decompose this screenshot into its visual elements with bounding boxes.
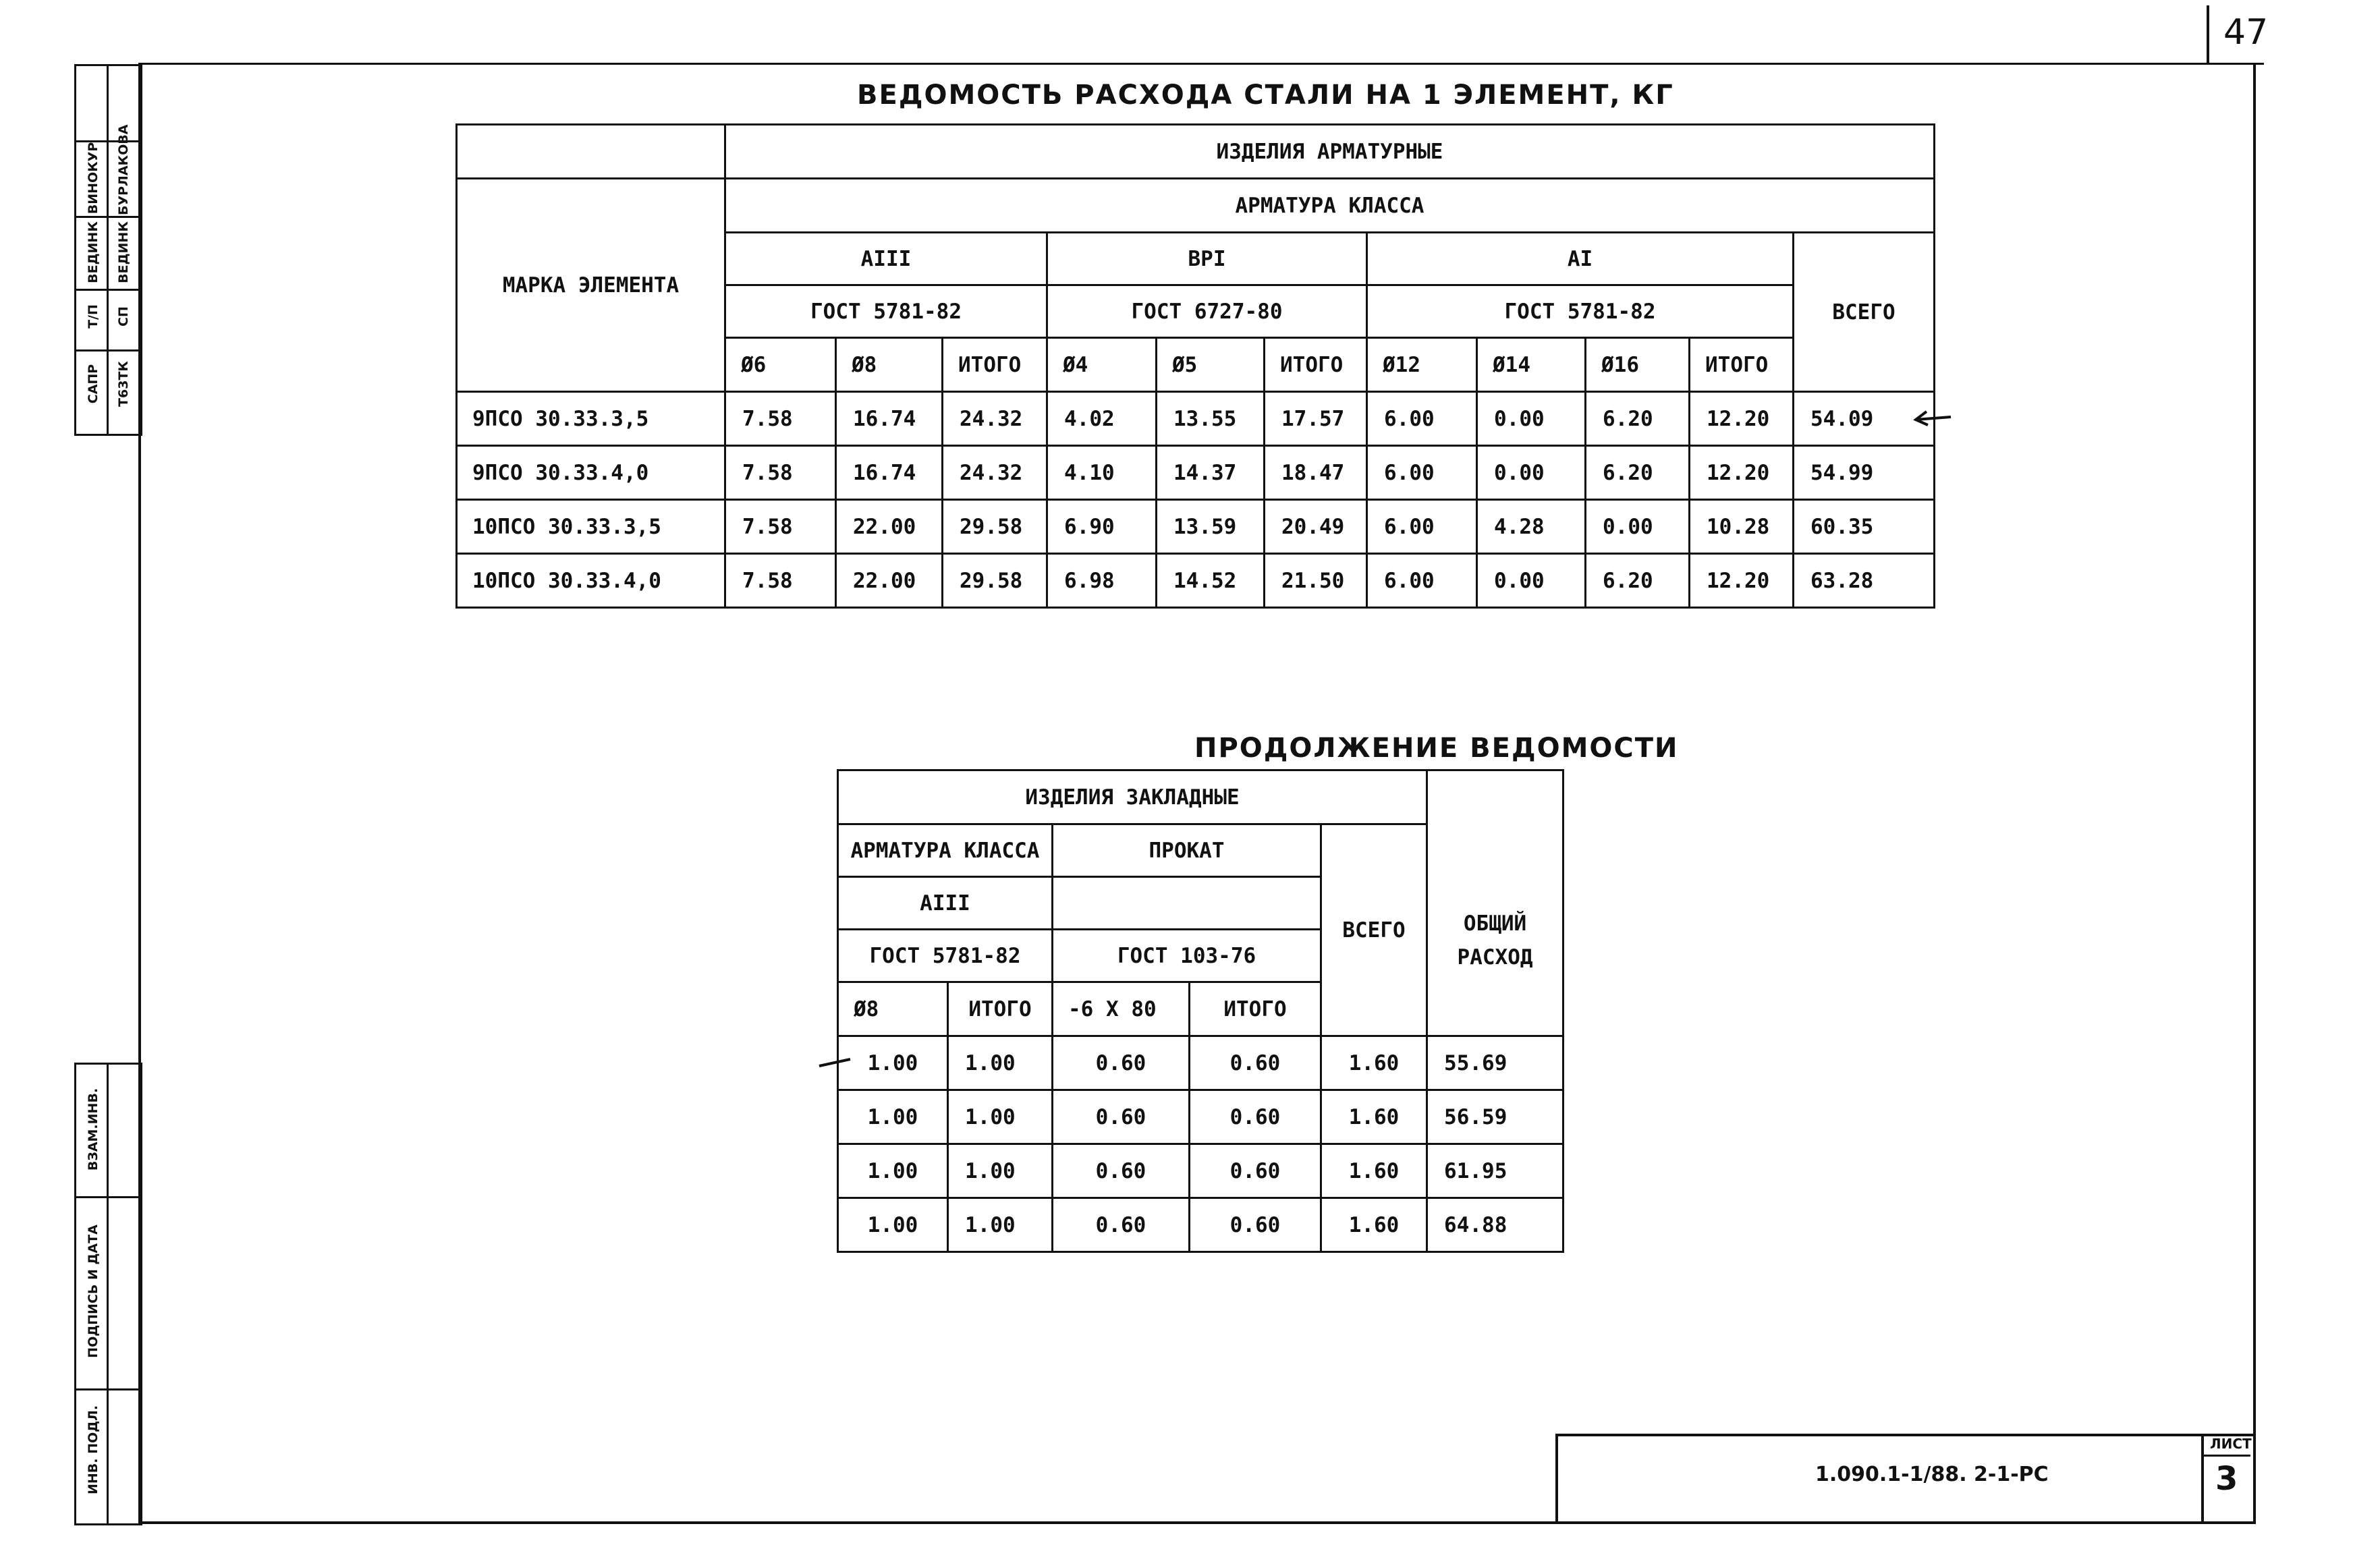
value-cell: 1.60 [1321,1144,1427,1198]
value-cell: 55.69 [1427,1036,1563,1090]
left-stamp-bottom [74,1063,142,1525]
table-row [838,1036,1563,1090]
steel-consumption-table [455,123,1935,609]
value-cell: 6.20 [1586,446,1690,500]
stamp-podpis-data: ПОДПИСЬ И ДАТА [86,1225,101,1358]
col-header: ИТОГО [1265,338,1367,392]
marka-cell: 9ПСО 30.33.4,0 [457,446,725,500]
value-cell: 0.60 [1053,1144,1190,1198]
value-cell: 13.55 [1157,392,1265,446]
header-obshiy: ОБЩИЙ [1463,911,1527,936]
col-header: ИТОГО [948,982,1053,1036]
continuation-table [837,769,1564,1253]
value-cell: 1.60 [1321,1036,1427,1090]
value-cell: 0.60 [1190,1198,1321,1252]
value-cell: 1.00 [948,1090,1053,1144]
value-cell: 0.00 [1477,392,1586,446]
value-cell: 54.99 [1794,446,1935,500]
check-arrow-mark [1913,405,1954,432]
sheet-label-line [2201,1455,2250,1457]
value-cell: 6.00 [1367,554,1477,608]
value-cell: 63.28 [1794,554,1935,608]
col-header: Ø8 [838,982,948,1036]
value-cell: 61.95 [1427,1144,1563,1198]
value-cell: 22.00 [836,554,943,608]
col-header: ИТОГО [943,338,1047,392]
page-number: 47 [2223,12,2269,53]
value-cell: 18.47 [1265,446,1367,500]
value-cell: 64.88 [1427,1198,1563,1252]
value-cell: 29.58 [943,500,1047,554]
header-vsego: ВСЕГО [1794,233,1935,392]
header-izdeliya-zakladnye: ИЗДЕЛИЯ ЗАКЛАДНЫЕ [838,770,1427,824]
sheet-number: 3 [2215,1460,2238,1498]
pencil-tick-mark [817,1052,857,1079]
header-class-bpi: BPI [1047,233,1367,285]
header-rashod: РАСХОД [1457,945,1533,969]
value-cell: 6.20 [1586,392,1690,446]
value-cell: 0.60 [1190,1036,1321,1090]
header-blank [457,125,725,179]
col-header: Ø8 [836,338,943,392]
value-cell: 12.20 [1690,554,1794,608]
col-header: Ø12 [1367,338,1477,392]
value-cell: 21.50 [1265,554,1367,608]
value-cell: 0.00 [1477,446,1586,500]
value-cell: 0.00 [1586,500,1690,554]
value-cell: 7.58 [725,446,836,500]
value-cell: 56.59 [1427,1090,1563,1144]
value-cell: 29.58 [943,554,1047,608]
header-armatura-klassa: АРМАТУРА КЛАССА [838,824,1053,877]
stamp-t63tk: Т63ТК [116,361,131,407]
value-cell: 6.20 [1586,554,1690,608]
value-cell: 1.60 [1321,1198,1427,1252]
stamp-vedinik-1: ВЕДИНК [86,221,101,283]
value-cell: 1.00 [948,1198,1053,1252]
value-cell: 7.58 [725,392,836,446]
header-gost-aiii: ГОСТ 5781-82 [725,285,1047,338]
value-cell: 20.49 [1265,500,1367,554]
stamp-vinokur: ВИНОКУР [86,142,101,215]
col-header: ИТОГО [1190,982,1321,1036]
value-cell: 13.59 [1157,500,1265,554]
value-cell: 6.00 [1367,500,1477,554]
value-cell: 6.00 [1367,446,1477,500]
value-cell: 0.60 [1053,1036,1190,1090]
second-table-title: ПРОДОЛЖЕНИЕ ВЕДОМОСТИ [1194,733,1679,764]
value-cell: 1.00 [838,1198,948,1252]
value-cell: 0.60 [1053,1090,1190,1144]
value-cell: 60.35 [1794,500,1935,554]
value-cell: 7.58 [725,500,836,554]
title-block-divider [2201,1434,2204,1521]
value-cell: 1.00 [838,1036,948,1090]
value-cell: 16.74 [836,446,943,500]
value-cell: 12.20 [1690,392,1794,446]
left-stamp-top [74,64,142,436]
value-cell: 0.60 [1190,1144,1321,1198]
stamp-vedinik-2: ВЕДИНК [116,221,131,283]
value-cell: 14.37 [1157,446,1265,500]
value-cell: 1.60 [1321,1090,1427,1144]
value-cell: 7.58 [725,554,836,608]
col-header: Ø5 [1157,338,1265,392]
col-header: Ø4 [1047,338,1157,392]
value-cell: 0.00 [1477,554,1586,608]
value-cell: 6.90 [1047,500,1157,554]
table-row [838,1144,1563,1198]
col-header: Ø16 [1586,338,1690,392]
header-vsego: ВСЕГО [1321,824,1427,1036]
marka-cell: 9ПСО 30.33.3,5 [457,392,725,446]
header-gost-ai: ГОСТ 5781-82 [1367,285,1794,338]
stamp-burlakova: БУРЛАКОВА [116,124,131,215]
table-row [838,1090,1563,1144]
header-class-aiii: AIII [725,233,1047,285]
document-code: 1.090.1-1/88. 2-1-РС [1815,1463,2049,1486]
header-class-ai: AI [1367,233,1794,285]
value-cell: 14.52 [1157,554,1265,608]
value-cell: 54.09 [1794,392,1935,446]
value-cell: 24.32 [943,446,1047,500]
stamp-inv-podl: ИНВ. ПОДЛ. [86,1405,101,1495]
col-header: Ø14 [1477,338,1586,392]
value-cell: 6.00 [1367,392,1477,446]
value-cell: 4.10 [1047,446,1157,500]
col-header: -6 X 80 [1053,982,1190,1036]
table-row [457,500,1935,554]
value-cell: 1.00 [948,1036,1053,1090]
col-header: Ø6 [725,338,836,392]
value-cell: 1.00 [948,1144,1053,1198]
col-header: ИТОГО [1690,338,1794,392]
table-row [838,1198,1563,1252]
header-obshiy-rashod [1427,770,1563,1036]
value-cell: 0.60 [1053,1198,1190,1252]
value-cell: 4.28 [1477,500,1586,554]
table-row [457,554,1935,608]
stamp-vzam-inv: ВЗАМ.ИНВ. [86,1088,101,1171]
header-class-aiii: AIII [838,877,1053,930]
marka-cell: 10ПСО 30.33.4,0 [457,554,725,608]
table-row [457,392,1935,446]
value-cell: 22.00 [836,500,943,554]
header-gost-103: ГОСТ 103-76 [1053,930,1321,982]
value-cell: 24.32 [943,392,1047,446]
header-gost-5781: ГОСТ 5781-82 [838,930,1053,982]
sheet-label: ЛИСТ [2210,1436,2252,1452]
value-cell: 0.60 [1190,1090,1321,1144]
header-prokat: ПРОКАТ [1053,824,1321,877]
value-cell: 17.57 [1265,392,1367,446]
value-cell: 1.00 [838,1090,948,1144]
value-cell: 6.98 [1047,554,1157,608]
main-table-title: ВЕДОМОСТЬ РАСХОДА СТАЛИ НА 1 ЭЛЕМЕНТ, КГ [857,80,1674,111]
value-cell: 1.00 [838,1144,948,1198]
header-marka-elementa: МАРКА ЭЛЕМЕНТА [457,179,725,392]
value-cell: 4.02 [1047,392,1157,446]
header-armatura-klassa: АРМАТУРА КЛАССА [725,179,1935,233]
value-cell: 16.74 [836,392,943,446]
value-cell: 12.20 [1690,446,1794,500]
value-cell: 10.28 [1690,500,1794,554]
header-gost-bpi: ГОСТ 6727-80 [1047,285,1367,338]
stamp-sp: СП [116,306,131,327]
stamp-tp: Т/П [86,304,101,329]
table-row [457,446,1935,500]
stamp-sapr: САПР [86,364,101,404]
marka-cell: 10ПСО 30.33.3,5 [457,500,725,554]
header-izdeliya-armaturnye: ИЗДЕЛИЯ АРМАТУРНЫЕ [725,125,1935,179]
header-prokat-blank [1053,877,1321,930]
